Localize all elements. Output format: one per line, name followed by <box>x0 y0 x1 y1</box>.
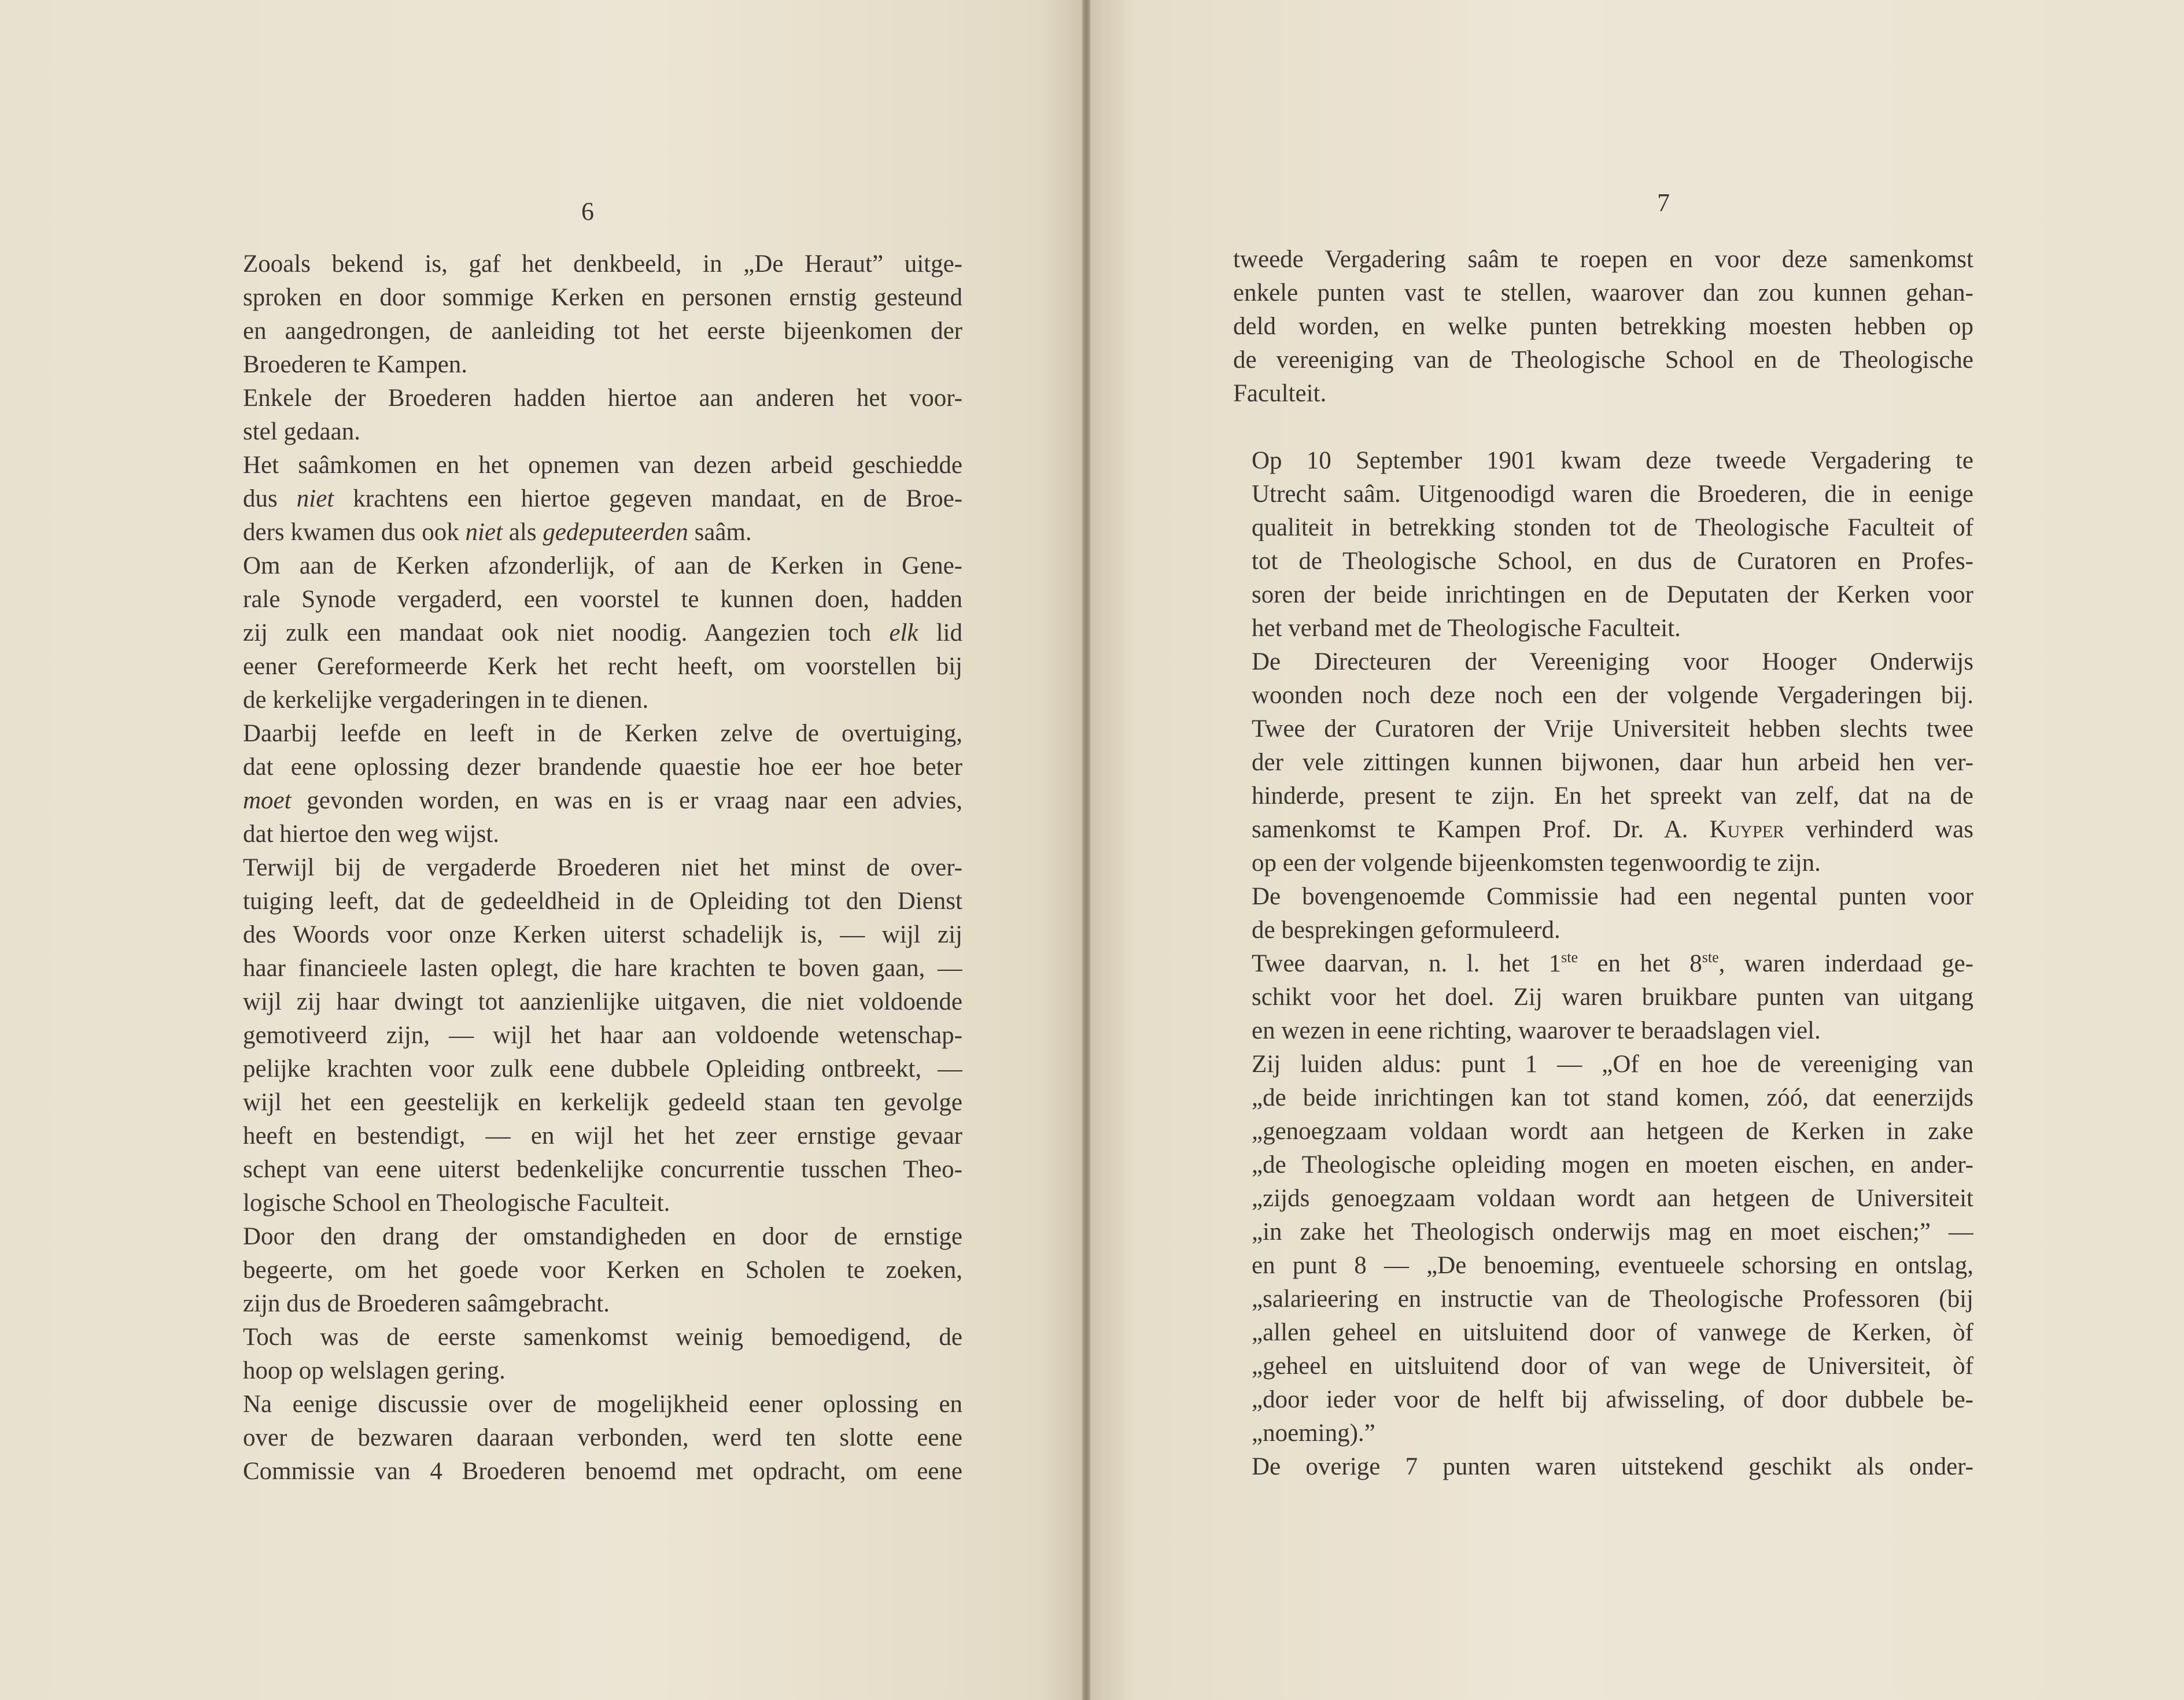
text-line: „door ieder voor de helft bij afwisseling, of door dubbele be- <box>1252 1386 1973 1413</box>
text-run: verhinderd was <box>1784 816 1973 843</box>
text-line: tot de Theologische School, en dus de Curatoren en Profes- <box>1252 548 1973 575</box>
left-page-text <box>224 247 962 1488</box>
text-line: des Woords voor onze Kerken uiterst schadelijk is, — wijl zij <box>243 921 962 948</box>
paragraph <box>224 247 962 382</box>
text-line: wijl zij haar dwingt tot aanzienlijke uitgaven, die niet voldoende <box>243 988 962 1015</box>
text-line: deld worden, en welke punten betrekking moesten hebben op <box>1233 313 1973 340</box>
text-line: qualiteit in betrekking stonden tot de Theologische Faculteit of <box>1252 514 1973 541</box>
paragraph <box>1233 444 1973 645</box>
text-line: Na eenige discussie over de mogelijkheid eener oplossing en <box>243 1391 962 1418</box>
text-line: en wezen in eene richting, waarover te beraadslagen viel. <box>1252 1017 1821 1044</box>
text-line: „geheel en uitsluitend door of van wege de Universiteit, òf <box>1252 1352 1973 1380</box>
text-line: Zij luiden aldus: punt 1 — „Of en hoe de vereeniging van <box>1252 1051 1973 1078</box>
paragraph <box>1233 1048 1973 1450</box>
text-line: enkele punten vast te stellen, waarover dan zou kunnen gehan- <box>1233 279 1973 306</box>
text-line <box>224 616 962 650</box>
text-line: hoop op welslagen gering. <box>243 1357 506 1384</box>
text-line: het verband met de Theologische Faculteit. <box>1252 615 1681 642</box>
text-line: schikt voor het doel. Zij waren bruikbare punten van uitgang <box>1252 984 1973 1011</box>
text-run: , waren inderdaad ge- <box>1718 950 1973 977</box>
text-line: op een der volgende bijeenkomsten tegenwoordig te zijn. <box>1252 849 1821 877</box>
text-line: Commissie van 4 Broederen benoemd met opdracht, om eene <box>243 1458 962 1485</box>
italic-run: niet <box>465 519 503 546</box>
text-line <box>1233 813 1973 847</box>
text-line: Utrecht saâm. Uitgenoodigd waren die Broederen, die in eenige <box>1252 481 1973 508</box>
text-line: Daarbij leefde en leeft in de Kerken zelve de overtuiging, <box>243 720 962 747</box>
text-run: samenkomst te Kampen Prof. Dr. A. <box>1252 816 1710 843</box>
text-line <box>224 482 962 516</box>
paragraph <box>1233 880 1973 947</box>
paragraph <box>1233 1450 1973 1484</box>
text-line: soren der beide inrichtingen en de Deputaten der Kerken voor <box>1252 581 1973 608</box>
text-line: Faculteit. <box>1233 380 1327 407</box>
text-run: dus <box>243 485 297 512</box>
right-page <box>1090 0 2184 1700</box>
text-run: en het 8 <box>1578 950 1702 977</box>
text-line: De overige 7 punten waren uitstekend geschikt als onder- <box>1252 1453 1973 1480</box>
text-run: als <box>503 519 543 546</box>
left-page <box>0 0 1083 1700</box>
paragraph <box>224 549 962 717</box>
paragraph <box>224 1321 962 1388</box>
text-line: Om aan de Kerken afzonderlijk, of aan de Kerken in Gene- <box>243 552 962 579</box>
text-line: zijn dus de Broederen saâmgebracht. <box>243 1290 610 1317</box>
text-line: „de Theologische opleiding mogen en moeten eischen, en ander- <box>1252 1151 1973 1178</box>
italic-run: moet <box>243 787 292 814</box>
text-line: tweede Vergadering saâm te roepen en voor deze samenkomst <box>1233 246 1973 273</box>
small-caps-run: Kuyper <box>1709 816 1784 843</box>
italic-run: niet <box>296 485 334 512</box>
text-line: pelijke krachten voor zulk eene dubbele Opleiding ontbreekt, — <box>243 1055 962 1082</box>
text-run: ders kwamen dus ook <box>243 519 466 546</box>
text-line: de besprekingen geformuleerd. <box>1252 916 1560 944</box>
right-page-text <box>1233 243 1973 1484</box>
text-line: gemotiveerd zijn, — wijl het haar aan voldoende wetenschap- <box>243 1022 962 1049</box>
italic-run: gedeputeerden <box>543 519 688 546</box>
text-line: „de beide inrichtingen kan tot stand komen, zóó, dat eenerzijds <box>1252 1084 1973 1111</box>
paragraph <box>224 1388 962 1488</box>
text-line: Het saâmkomen en het opnemen van dezen arbeid geschiedde <box>243 452 962 479</box>
text-line: Toch was de eerste samenkomst weinig bemoedigend, de <box>243 1324 962 1351</box>
text-line: eener Gereformeerde Kerk het recht heeft, om voorstellen bij <box>243 653 962 680</box>
text-line: de vereeniging van de Theologische School en de Theologische <box>1233 346 1973 374</box>
text-line: der vele zittingen kunnen bijwonen, daar hun arbeid hen ver- <box>1252 749 1973 776</box>
text-run: zij zulk een mandaat ook niet noodig. Aangezien toch <box>243 619 890 646</box>
text-line: en aangedrongen, de aanleiding tot het eerste bijeenkomen der <box>243 317 962 345</box>
paragraph <box>224 382 962 449</box>
text-line: sproken en door sommige Kerken en personen ernstig gesteund <box>243 284 962 311</box>
page-number-left: 6 <box>581 197 594 226</box>
text-run: lid <box>918 619 962 646</box>
text-line: woonden noch deze noch een der volgende Vergaderingen bij. <box>1252 682 1973 709</box>
text-line: hinderde, present te zijn. En het spreekt van zelf, dat na de <box>1252 782 1973 810</box>
text-line: Zooals bekend is, gaf het denkbeeld, in „De Heraut” uitge- <box>243 250 962 278</box>
text-line: Door den drang der omstandigheden en door de ernstige <box>243 1223 962 1250</box>
text-run: saâm. <box>688 519 752 546</box>
text-line: De Directeuren der Vereeniging voor Hooger Onderwijs <box>1252 648 1973 675</box>
text-line: Enkele der Broederen hadden hiertoe aan anderen het voor- <box>243 385 962 412</box>
text-line: Op 10 September 1901 kwam deze tweede Vergadering te <box>1252 447 1973 474</box>
paragraph <box>224 449 962 549</box>
text-line: en punt 8 — „De benoeming, eventueele schorsing en ontslag, <box>1252 1252 1973 1279</box>
text-run: gevonden worden, en was en is er vraag naar een advies, <box>291 787 962 814</box>
text-line: over de bezwaren daaraan verbonden, werd ten slotte eene <box>243 1424 962 1451</box>
text-line: Broederen te Kampen. <box>243 351 468 378</box>
text-line: Twee der Curatoren der Vrije Universiteit hebben slechts twee <box>1252 715 1973 742</box>
text-line <box>1233 947 1973 981</box>
paragraph <box>1233 947 1973 1048</box>
text-line: dat hiertoe den weg wijst. <box>243 821 500 848</box>
text-line: begeerte, om het goede voor Kerken en Scholen te zoeken, <box>243 1256 962 1284</box>
text-line: heeft en bestendigt, — en wijl het het zeer ernstige gevaar <box>243 1122 962 1150</box>
text-line: schept van eene uiterst bedenkelijke concurrentie tusschen Theo- <box>243 1156 962 1183</box>
text-run: krachtens een hiertoe gegeven mandaat, en de Broe- <box>334 485 962 512</box>
text-line: De bovengenoemde Commissie had een negental punten voor <box>1252 883 1973 910</box>
text-line: rale Synode vergaderd, een voorstel te kunnen doen, hadden <box>243 586 962 613</box>
text-line: „noeming).” <box>1252 1420 1375 1447</box>
text-line: wijl het een geestelijk en kerkelijk gedeeld staan ten gevolge <box>243 1089 962 1116</box>
page-number-right: 7 <box>1657 189 1670 217</box>
text-line <box>224 784 962 818</box>
text-line: „salarieering en instructie van de Theologische Professoren (bij <box>1252 1285 1973 1313</box>
text-line: stel gedaan. <box>243 418 360 445</box>
paragraph <box>224 1220 962 1321</box>
text-line: de kerkelijke vergaderingen in te dienen. <box>243 686 649 714</box>
text-line: „genoegzaam voldaan wordt aan hetgeen de Kerken in zake <box>1252 1118 1973 1145</box>
text-run: Twee daarvan, n. l. het 1 <box>1252 950 1562 977</box>
text-line: logische School en Theologische Faculteit. <box>243 1189 670 1217</box>
text-line: Terwijl bij de vergaderde Broederen niet het minst de over- <box>243 854 962 881</box>
text-line: tuiging leeft, dat de gedeeldheid in de Opleiding tot den Dienst <box>243 888 962 915</box>
text-line: dat eene oplossing dezer brandende quaestie hoe eer hoe beter <box>243 753 962 781</box>
text-line: haar financieele lasten oplegt, die hare krachten te boven gaan, — <box>243 955 962 982</box>
superscript-run: ste <box>1561 949 1578 966</box>
text-line: „allen geheel en uitsluitend door of vanwege de Kerken, òf <box>1252 1319 1973 1346</box>
text-line: „in zake het Theologisch onderwijs mag en moet eischen;” — <box>1252 1218 1973 1246</box>
superscript-run: ste <box>1702 949 1719 966</box>
paragraph <box>224 851 962 1220</box>
italic-run: elk <box>889 619 918 646</box>
text-line: „zijds genoegzaam voldaan wordt aan hetgeen de Universiteit <box>1252 1185 1973 1212</box>
paragraph <box>1233 243 1973 411</box>
paragraph <box>1233 645 1973 880</box>
text-line <box>224 516 962 549</box>
paragraph <box>224 717 962 851</box>
